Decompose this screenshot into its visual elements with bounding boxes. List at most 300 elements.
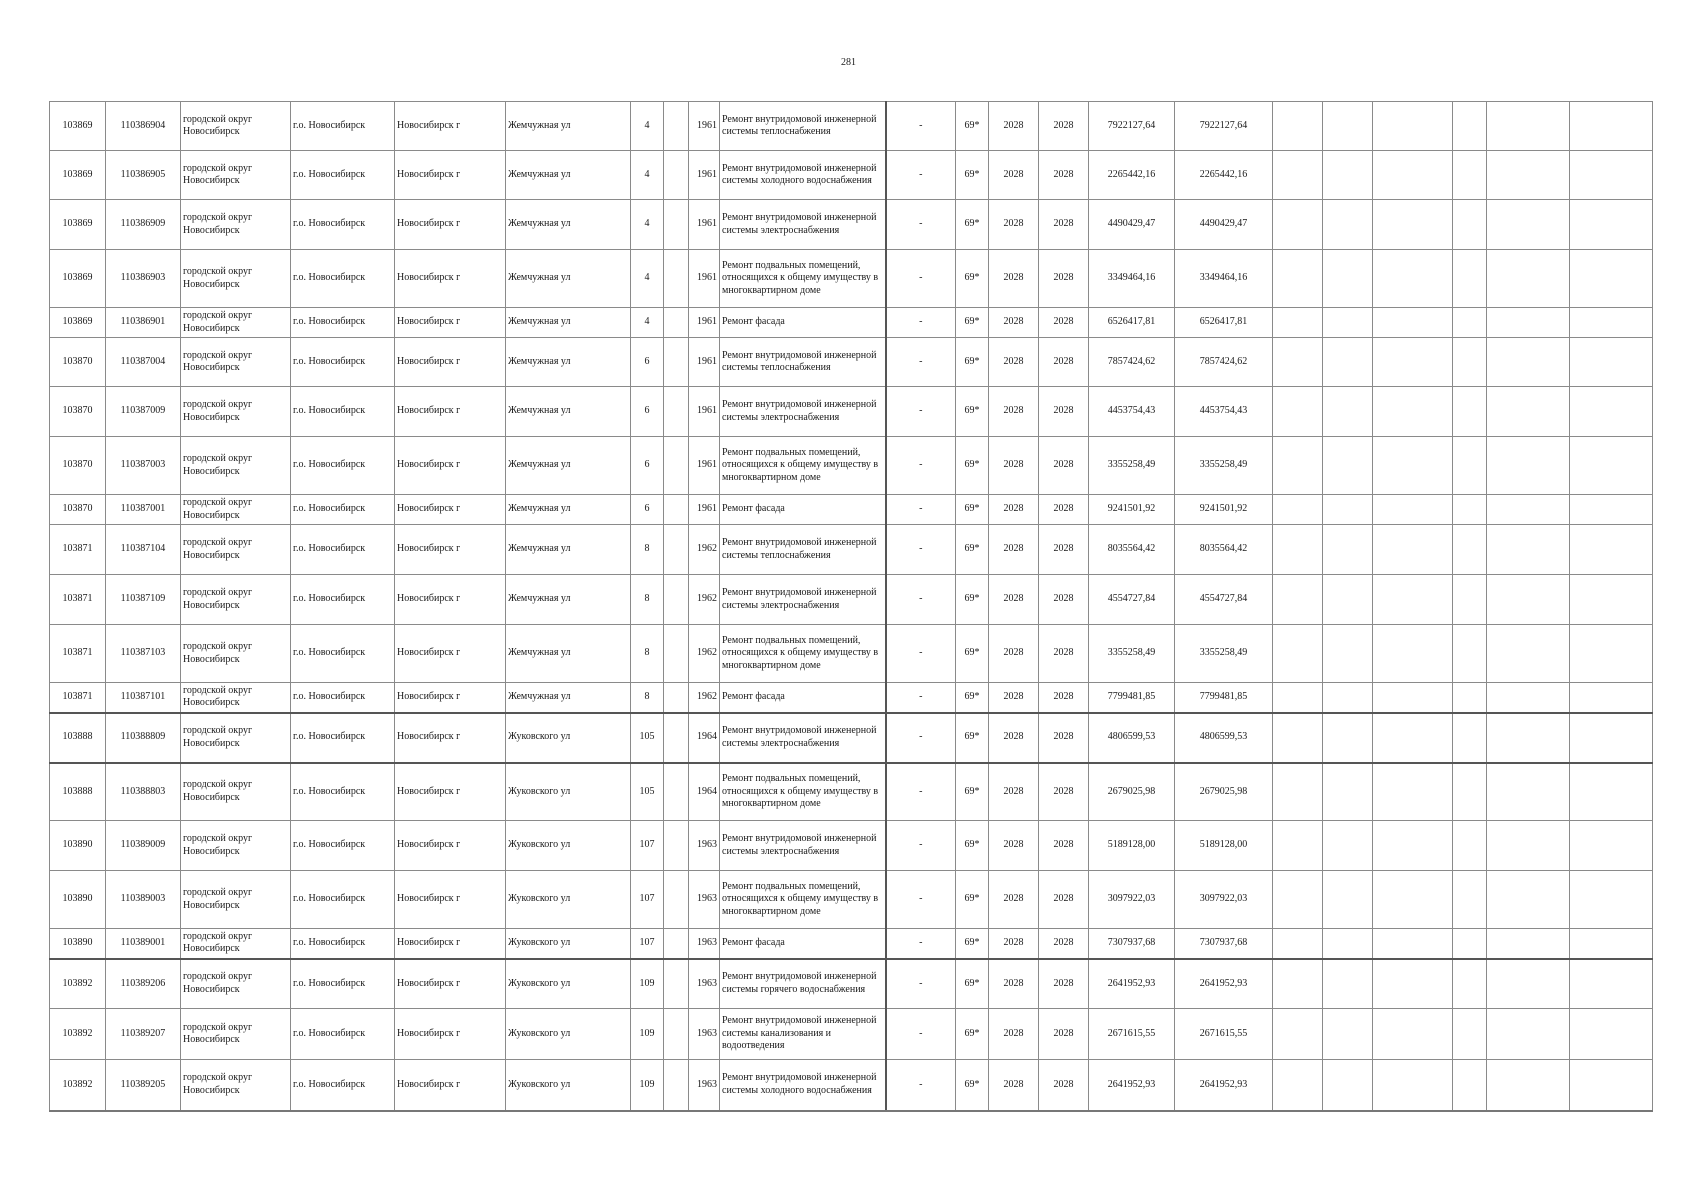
empty-cell <box>1323 871 1373 929</box>
empty-cell <box>1570 625 1653 683</box>
dash-cell: - <box>886 575 956 625</box>
house-number-cell: 4 <box>631 151 664 200</box>
work-type-cell: Ремонт внутридомовой инженерной системы электроснабжения <box>720 200 886 250</box>
norm-cell: 69* <box>956 575 989 625</box>
plan-end-cell: 2028 <box>1039 250 1089 308</box>
empty-cell <box>1453 1060 1487 1111</box>
building-cell <box>664 929 689 959</box>
district-cell: г.о. Новосибирск <box>291 625 395 683</box>
norm-cell: 69* <box>956 200 989 250</box>
municipality-cell: городской округ Новосибирск <box>181 821 291 871</box>
cost-cell: 4453754,43 <box>1089 387 1175 437</box>
table-row <box>50 1060 1653 1111</box>
work-id-cell: 110389009 <box>106 821 181 871</box>
cost-cell: 7799481,85 <box>1089 683 1175 713</box>
empty-cell <box>1487 713 1570 763</box>
plan-end-cell: 2028 <box>1039 871 1089 929</box>
plan-start-cell: 2028 <box>989 1009 1039 1060</box>
street-cell: Жуковского ул <box>506 959 631 1009</box>
empty-cell <box>1323 1060 1373 1111</box>
empty-cell <box>1487 763 1570 821</box>
empty-cell <box>1487 338 1570 387</box>
norm-cell: 69* <box>956 1060 989 1111</box>
work-id-cell: 110387103 <box>106 625 181 683</box>
year-cell: 1961 <box>689 151 720 200</box>
empty-cell <box>1373 338 1453 387</box>
work-id-cell: 110387104 <box>106 525 181 575</box>
street-cell: Жемчужная ул <box>506 437 631 495</box>
plan-start-cell: 2028 <box>989 200 1039 250</box>
city-cell: Новосибирск г <box>395 959 506 1009</box>
empty-cell <box>1570 683 1653 713</box>
city-cell: Новосибирск г <box>395 575 506 625</box>
district-cell: г.о. Новосибирск <box>291 495 395 525</box>
building-cell <box>664 495 689 525</box>
house-number-cell: 109 <box>631 959 664 1009</box>
work-id-cell: 110389003 <box>106 871 181 929</box>
dash-cell: - <box>886 308 956 338</box>
empty-cell <box>1453 308 1487 338</box>
work-id-cell: 110386904 <box>106 102 181 151</box>
street-cell: Жемчужная ул <box>506 308 631 338</box>
empty-cell <box>1273 387 1323 437</box>
empty-cell <box>1570 871 1653 929</box>
empty-cell <box>1487 929 1570 959</box>
table-row <box>50 151 1653 200</box>
work-id-cell: 110387009 <box>106 387 181 437</box>
plan-end-cell: 2028 <box>1039 102 1089 151</box>
house-id-cell: 103870 <box>50 437 106 495</box>
empty-cell <box>1323 929 1373 959</box>
house-id-cell: 103892 <box>50 1060 106 1111</box>
cost-cell: 4806599,53 <box>1089 713 1175 763</box>
house-number-cell: 8 <box>631 625 664 683</box>
building-cell <box>664 575 689 625</box>
table-row <box>50 625 1653 683</box>
work-id-cell: 110388809 <box>106 713 181 763</box>
empty-cell <box>1570 338 1653 387</box>
district-cell: г.о. Новосибирск <box>291 151 395 200</box>
work-type-cell: Ремонт внутридомовой инженерной системы теплоснабжения <box>720 525 886 575</box>
empty-cell <box>1273 1060 1323 1111</box>
empty-cell <box>1453 871 1487 929</box>
empty-cell <box>1373 929 1453 959</box>
empty-cell <box>1323 525 1373 575</box>
cost-total-cell: 4806599,53 <box>1175 713 1273 763</box>
page-number: 281 <box>841 57 856 68</box>
empty-cell <box>1487 495 1570 525</box>
street-cell: Жемчужная ул <box>506 525 631 575</box>
house-id-cell: 103870 <box>50 495 106 525</box>
street-cell: Жуковского ул <box>506 821 631 871</box>
empty-cell <box>1453 763 1487 821</box>
work-type-cell: Ремонт внутридомовой инженерной системы теплоснабжения <box>720 338 886 387</box>
municipality-cell: городской округ Новосибирск <box>181 1009 291 1060</box>
dash-cell: - <box>886 821 956 871</box>
norm-cell: 69* <box>956 151 989 200</box>
empty-cell <box>1373 959 1453 1009</box>
cost-total-cell: 3097922,03 <box>1175 871 1273 929</box>
building-cell <box>664 437 689 495</box>
municipality-cell: городской округ Новосибирск <box>181 713 291 763</box>
table-row <box>50 525 1653 575</box>
norm-cell: 69* <box>956 871 989 929</box>
house-id-cell: 103888 <box>50 713 106 763</box>
work-type-cell: Ремонт подвальных помещений, относящихся к общему имуществу в многоквартирном доме <box>720 437 886 495</box>
empty-cell <box>1570 959 1653 1009</box>
cost-total-cell: 9241501,92 <box>1175 495 1273 525</box>
norm-cell: 69* <box>956 959 989 1009</box>
municipality-cell: городской округ Новосибирск <box>181 625 291 683</box>
plan-start-cell: 2028 <box>989 1060 1039 1111</box>
plan-end-cell: 2028 <box>1039 959 1089 1009</box>
empty-cell <box>1487 525 1570 575</box>
municipality-cell: городской округ Новосибирск <box>181 308 291 338</box>
empty-cell <box>1323 308 1373 338</box>
building-cell <box>664 308 689 338</box>
year-cell: 1964 <box>689 763 720 821</box>
cost-cell: 7857424,62 <box>1089 338 1175 387</box>
plan-end-cell: 2028 <box>1039 1060 1089 1111</box>
empty-cell <box>1453 338 1487 387</box>
plan-start-cell: 2028 <box>989 525 1039 575</box>
house-number-cell: 6 <box>631 495 664 525</box>
plan-start-cell: 2028 <box>989 575 1039 625</box>
dash-cell: - <box>886 151 956 200</box>
table-row <box>50 250 1653 308</box>
empty-cell <box>1487 387 1570 437</box>
plan-start-cell: 2028 <box>989 929 1039 959</box>
house-number-cell: 6 <box>631 338 664 387</box>
plan-end-cell: 2028 <box>1039 683 1089 713</box>
cost-total-cell: 2265442,16 <box>1175 151 1273 200</box>
cost-total-cell: 3355258,49 <box>1175 625 1273 683</box>
year-cell: 1963 <box>689 821 720 871</box>
norm-cell: 69* <box>956 929 989 959</box>
house-id-cell: 103890 <box>50 821 106 871</box>
plan-start-cell: 2028 <box>989 713 1039 763</box>
district-cell: г.о. Новосибирск <box>291 871 395 929</box>
year-cell: 1962 <box>689 525 720 575</box>
municipality-cell: городской округ Новосибирск <box>181 437 291 495</box>
street-cell: Жемчужная ул <box>506 625 631 683</box>
work-id-cell: 110389206 <box>106 959 181 1009</box>
work-id-cell: 110387101 <box>106 683 181 713</box>
work-id-cell: 110389205 <box>106 1060 181 1111</box>
norm-cell: 69* <box>956 821 989 871</box>
municipality-cell: городской округ Новосибирск <box>181 929 291 959</box>
building-cell <box>664 821 689 871</box>
year-cell: 1964 <box>689 713 720 763</box>
street-cell: Жемчужная ул <box>506 338 631 387</box>
work-type-cell: Ремонт фасада <box>720 929 886 959</box>
street-cell: Жемчужная ул <box>506 200 631 250</box>
table-row <box>50 1009 1653 1060</box>
city-cell: Новосибирск г <box>395 821 506 871</box>
empty-cell <box>1453 959 1487 1009</box>
building-cell <box>664 625 689 683</box>
house-id-cell: 103869 <box>50 250 106 308</box>
norm-cell: 69* <box>956 525 989 575</box>
dash-cell: - <box>886 625 956 683</box>
work-type-cell: Ремонт внутридомовой инженерной системы канализования и водоотведения <box>720 1009 886 1060</box>
city-cell: Новосибирск г <box>395 525 506 575</box>
cost-cell: 2671615,55 <box>1089 1009 1175 1060</box>
cost-cell: 3355258,49 <box>1089 437 1175 495</box>
empty-cell <box>1373 575 1453 625</box>
empty-cell <box>1323 102 1373 151</box>
dash-cell: - <box>886 250 956 308</box>
district-cell: г.о. Новосибирск <box>291 959 395 1009</box>
dash-cell: - <box>886 437 956 495</box>
norm-cell: 69* <box>956 495 989 525</box>
empty-cell <box>1273 1009 1323 1060</box>
empty-cell <box>1323 200 1373 250</box>
house-number-cell: 6 <box>631 387 664 437</box>
house-id-cell: 103869 <box>50 308 106 338</box>
city-cell: Новосибирск г <box>395 495 506 525</box>
cost-cell: 5189128,00 <box>1089 821 1175 871</box>
house-number-cell: 4 <box>631 200 664 250</box>
street-cell: Жуковского ул <box>506 929 631 959</box>
house-id-cell: 103890 <box>50 929 106 959</box>
cost-total-cell: 7857424,62 <box>1175 338 1273 387</box>
norm-cell: 69* <box>956 102 989 151</box>
dash-cell: - <box>886 338 956 387</box>
empty-cell <box>1453 102 1487 151</box>
year-cell: 1963 <box>689 929 720 959</box>
empty-cell <box>1487 250 1570 308</box>
work-id-cell: 110389207 <box>106 1009 181 1060</box>
work-id-cell: 110386905 <box>106 151 181 200</box>
empty-cell <box>1273 495 1323 525</box>
year-cell: 1961 <box>689 308 720 338</box>
cost-total-cell: 6526417,81 <box>1175 308 1273 338</box>
cost-total-cell: 2641952,93 <box>1175 959 1273 1009</box>
house-number-cell: 6 <box>631 437 664 495</box>
house-id-cell: 103892 <box>50 1009 106 1060</box>
house-number-cell: 107 <box>631 929 664 959</box>
house-id-cell: 103888 <box>50 763 106 821</box>
house-id-cell: 103890 <box>50 871 106 929</box>
house-number-cell: 105 <box>631 713 664 763</box>
house-number-cell: 4 <box>631 102 664 151</box>
plan-start-cell: 2028 <box>989 102 1039 151</box>
empty-cell <box>1273 625 1323 683</box>
district-cell: г.о. Новосибирск <box>291 821 395 871</box>
plan-start-cell: 2028 <box>989 437 1039 495</box>
empty-cell <box>1273 151 1323 200</box>
plan-start-cell: 2028 <box>989 763 1039 821</box>
cost-total-cell: 8035564,42 <box>1175 525 1273 575</box>
empty-cell <box>1323 625 1373 683</box>
building-cell <box>664 871 689 929</box>
empty-cell <box>1570 1060 1653 1111</box>
work-type-cell: Ремонт внутридомовой инженерной системы электроснабжения <box>720 387 886 437</box>
table-row <box>50 929 1653 959</box>
street-cell: Жуковского ул <box>506 763 631 821</box>
empty-cell <box>1323 575 1373 625</box>
plan-end-cell: 2028 <box>1039 525 1089 575</box>
cost-cell: 8035564,42 <box>1089 525 1175 575</box>
building-cell <box>664 151 689 200</box>
district-cell: г.о. Новосибирск <box>291 250 395 308</box>
municipality-cell: городской округ Новосибирск <box>181 495 291 525</box>
city-cell: Новосибирск г <box>395 338 506 387</box>
building-cell <box>664 1009 689 1060</box>
work-type-cell: Ремонт внутридомовой инженерной системы электроснабжения <box>720 713 886 763</box>
work-type-cell: Ремонт внутридомовой инженерной системы холодного водоснабжения <box>720 151 886 200</box>
empty-cell <box>1323 338 1373 387</box>
house-number-cell: 8 <box>631 683 664 713</box>
empty-cell <box>1570 200 1653 250</box>
plan-start-cell: 2028 <box>989 387 1039 437</box>
dash-cell: - <box>886 713 956 763</box>
house-number-cell: 105 <box>631 763 664 821</box>
city-cell: Новосибирск г <box>395 308 506 338</box>
plan-start-cell: 2028 <box>989 308 1039 338</box>
empty-cell <box>1273 821 1323 871</box>
municipality-cell: городской округ Новосибирск <box>181 338 291 387</box>
plan-start-cell: 2028 <box>989 338 1039 387</box>
work-id-cell: 110388803 <box>106 763 181 821</box>
cost-cell: 9241501,92 <box>1089 495 1175 525</box>
cost-cell: 7307937,68 <box>1089 929 1175 959</box>
year-cell: 1961 <box>689 250 720 308</box>
municipality-cell: городской округ Новосибирск <box>181 683 291 713</box>
empty-cell <box>1273 102 1323 151</box>
empty-cell <box>1453 525 1487 575</box>
house-id-cell: 103871 <box>50 683 106 713</box>
empty-cell <box>1323 437 1373 495</box>
street-cell: Жемчужная ул <box>506 151 631 200</box>
empty-cell <box>1570 250 1653 308</box>
work-id-cell: 110387003 <box>106 437 181 495</box>
table-row <box>50 959 1653 1009</box>
street-cell: Жемчужная ул <box>506 250 631 308</box>
empty-cell <box>1570 437 1653 495</box>
city-cell: Новосибирск г <box>395 102 506 151</box>
house-id-cell: 103870 <box>50 338 106 387</box>
empty-cell <box>1323 959 1373 1009</box>
work-id-cell: 110387004 <box>106 338 181 387</box>
plan-start-cell: 2028 <box>989 250 1039 308</box>
cost-cell: 4554727,84 <box>1089 575 1175 625</box>
table-row <box>50 437 1653 495</box>
empty-cell <box>1570 575 1653 625</box>
plan-start-cell: 2028 <box>989 871 1039 929</box>
district-cell: г.о. Новосибирск <box>291 1060 395 1111</box>
empty-cell <box>1373 250 1453 308</box>
empty-cell <box>1273 338 1323 387</box>
dash-cell: - <box>886 959 956 1009</box>
work-id-cell: 110386903 <box>106 250 181 308</box>
dash-cell: - <box>886 763 956 821</box>
empty-cell <box>1453 713 1487 763</box>
city-cell: Новосибирск г <box>395 929 506 959</box>
city-cell: Новосибирск г <box>395 1060 506 1111</box>
work-type-cell: Ремонт подвальных помещений, относящихся к общему имуществу в многоквартирном доме <box>720 250 886 308</box>
plan-end-cell: 2028 <box>1039 387 1089 437</box>
street-cell: Жемчужная ул <box>506 575 631 625</box>
city-cell: Новосибирск г <box>395 387 506 437</box>
empty-cell <box>1373 871 1453 929</box>
house-id-cell: 103871 <box>50 525 106 575</box>
table-row <box>50 495 1653 525</box>
table-row <box>50 102 1653 151</box>
year-cell: 1963 <box>689 871 720 929</box>
empty-cell <box>1323 1009 1373 1060</box>
empty-cell <box>1373 102 1453 151</box>
cost-cell: 6526417,81 <box>1089 308 1175 338</box>
year-cell: 1962 <box>689 625 720 683</box>
city-cell: Новосибирск г <box>395 871 506 929</box>
empty-cell <box>1273 959 1323 1009</box>
empty-cell <box>1373 437 1453 495</box>
municipality-cell: городской округ Новосибирск <box>181 151 291 200</box>
empty-cell <box>1487 102 1570 151</box>
cost-total-cell: 2671615,55 <box>1175 1009 1273 1060</box>
building-cell <box>664 763 689 821</box>
plan-start-cell: 2028 <box>989 959 1039 1009</box>
cost-total-cell: 3349464,16 <box>1175 250 1273 308</box>
empty-cell <box>1453 683 1487 713</box>
city-cell: Новосибирск г <box>395 200 506 250</box>
empty-cell <box>1373 1009 1453 1060</box>
empty-cell <box>1273 437 1323 495</box>
building-cell <box>664 250 689 308</box>
table-row <box>50 387 1653 437</box>
empty-cell <box>1570 713 1653 763</box>
year-cell: 1961 <box>689 437 720 495</box>
plan-end-cell: 2028 <box>1039 713 1089 763</box>
empty-cell <box>1323 763 1373 821</box>
empty-cell <box>1323 683 1373 713</box>
empty-cell <box>1323 495 1373 525</box>
empty-cell <box>1273 525 1323 575</box>
cost-total-cell: 7799481,85 <box>1175 683 1273 713</box>
empty-cell <box>1273 575 1323 625</box>
table-row <box>50 763 1653 821</box>
municipality-cell: городской округ Новосибирск <box>181 102 291 151</box>
plan-start-cell: 2028 <box>989 625 1039 683</box>
plan-end-cell: 2028 <box>1039 495 1089 525</box>
house-id-cell: 103892 <box>50 959 106 1009</box>
empty-cell <box>1487 959 1570 1009</box>
work-id-cell: 110386909 <box>106 200 181 250</box>
norm-cell: 69* <box>956 625 989 683</box>
plan-end-cell: 2028 <box>1039 338 1089 387</box>
street-cell: Жемчужная ул <box>506 495 631 525</box>
plan-start-cell: 2028 <box>989 151 1039 200</box>
norm-cell: 69* <box>956 1009 989 1060</box>
work-id-cell: 110387109 <box>106 575 181 625</box>
cost-total-cell: 4490429,47 <box>1175 200 1273 250</box>
empty-cell <box>1487 683 1570 713</box>
empty-cell <box>1273 763 1323 821</box>
norm-cell: 69* <box>956 308 989 338</box>
building-cell <box>664 713 689 763</box>
house-number-cell: 109 <box>631 1009 664 1060</box>
plan-end-cell: 2028 <box>1039 437 1089 495</box>
cost-total-cell: 7307937,68 <box>1175 929 1273 959</box>
year-cell: 1961 <box>689 102 720 151</box>
empty-cell <box>1570 821 1653 871</box>
street-cell: Жуковского ул <box>506 1009 631 1060</box>
house-id-cell: 103869 <box>50 151 106 200</box>
year-cell: 1962 <box>689 683 720 713</box>
year-cell: 1961 <box>689 338 720 387</box>
